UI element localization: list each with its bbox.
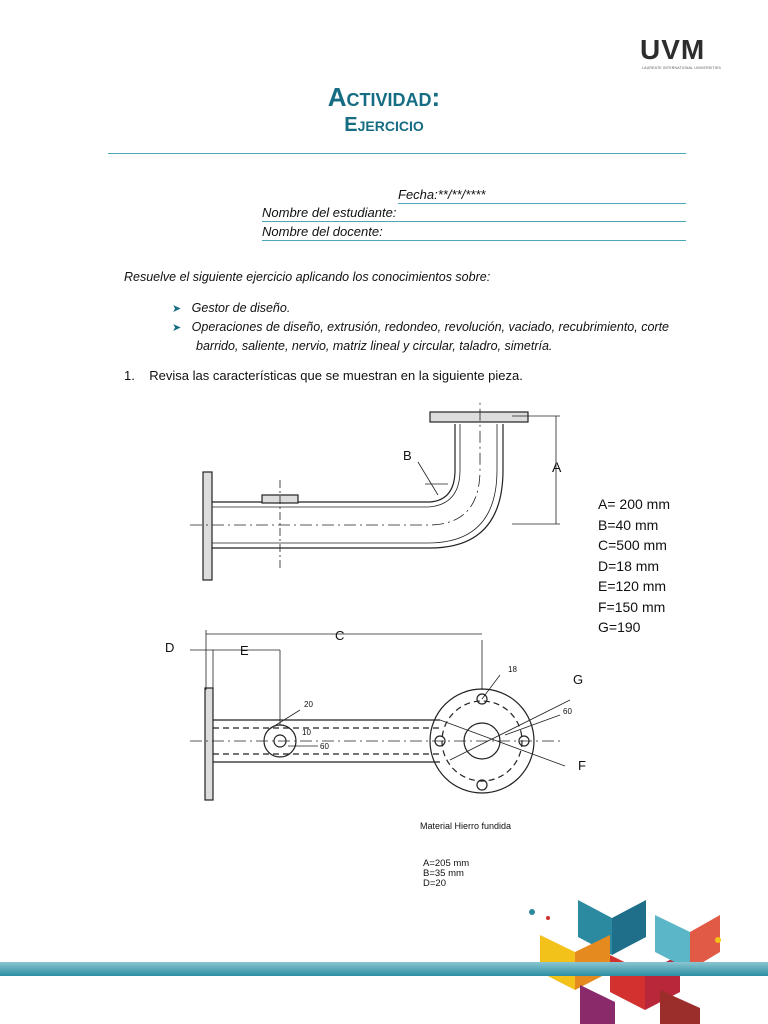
logo-subtitle: LAUREATE INTERNATIONAL UNIVERSITIES bbox=[642, 66, 722, 70]
page-subtitle: Ejercicio bbox=[344, 114, 424, 136]
label-10: 10 bbox=[302, 728, 311, 737]
page-title: Actividad: bbox=[327, 82, 441, 112]
label-a: A bbox=[552, 459, 562, 475]
left-flange bbox=[203, 472, 212, 580]
item-text: Revisa las características que se muestran en la siguiente pieza. bbox=[149, 368, 523, 383]
material-note: Material Hierro fundida bbox=[420, 821, 512, 831]
label-b: B bbox=[403, 448, 412, 463]
label-e: E bbox=[240, 643, 249, 658]
bullet-item: ➤ Operaciones de diseño, extrusión, redondeo, revolución, vaciado, recubrimiento, corte bbox=[172, 320, 669, 334]
top-flange bbox=[430, 412, 528, 422]
dimension-item: G=190 bbox=[598, 619, 641, 635]
pipe-outer-bottom bbox=[212, 424, 503, 548]
bullet-continuation: barrido, saliente, nervio, matriz lineal y circular, taladro, simetría. bbox=[196, 339, 553, 353]
item-number: 1. bbox=[124, 368, 135, 383]
uvm-logo: UVM bbox=[640, 34, 706, 65]
label-d: D bbox=[165, 640, 175, 655]
dimension-item: C=500 mm bbox=[598, 537, 667, 553]
dimension-item: B=35 mm bbox=[423, 868, 464, 879]
dimension-item: E=120 mm bbox=[598, 578, 667, 594]
label-18: 18 bbox=[508, 665, 517, 674]
dimension-item: F=150 mm bbox=[598, 598, 666, 615]
intro-text: Resuelve el siguiente ejercicio aplicando los conocimientos sobre: bbox=[124, 270, 491, 284]
dimension-item: B=40 mm bbox=[598, 516, 659, 533]
label-60-right: 60 bbox=[563, 707, 572, 716]
arrow-bullet-icon: ➤ bbox=[172, 322, 182, 334]
front-left-flange bbox=[205, 688, 213, 800]
footer-band bbox=[0, 962, 768, 976]
label-60-left: 60 bbox=[320, 742, 329, 751]
dimensions-list-secondary bbox=[423, 859, 469, 889]
label-g: G bbox=[573, 672, 584, 687]
teacher-label: Nombre del docente: bbox=[262, 224, 383, 239]
dimensions-list bbox=[598, 494, 670, 638]
label-20: 20 bbox=[304, 700, 313, 709]
date-label: Fecha:**/**/**** bbox=[398, 187, 486, 202]
dimension-item: A=205 mm bbox=[423, 858, 470, 869]
label-f: F bbox=[578, 758, 586, 773]
dimension-item: D=18 mm bbox=[598, 557, 660, 574]
student-label: Nombre del estudiante: bbox=[262, 205, 397, 220]
arrow-bullet-icon: ➤ bbox=[172, 303, 182, 315]
dimension-item: A= 200 mm bbox=[598, 496, 670, 512]
label-c: C bbox=[335, 628, 345, 643]
bullet-item: ➤ Gestor de diseño. bbox=[172, 301, 291, 315]
dimension-item: D=20 bbox=[423, 878, 446, 889]
